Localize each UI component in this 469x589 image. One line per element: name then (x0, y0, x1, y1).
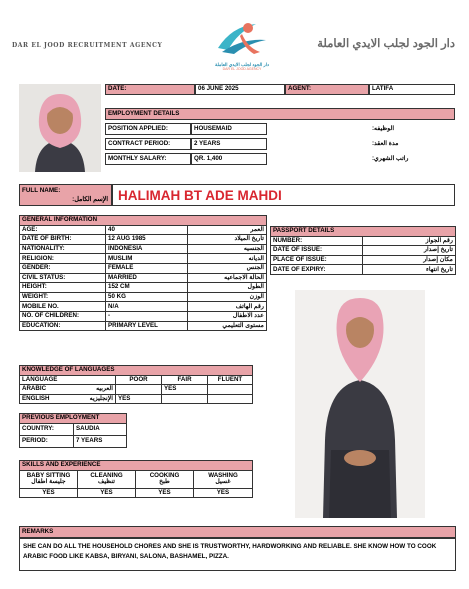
logo-mark-icon (212, 18, 272, 58)
table-row (20, 263, 267, 273)
full-name-label-box (19, 184, 112, 206)
full-name-value: HALIMAH BT ADE MAHDI (118, 188, 282, 203)
skill-name: BABY SITTING (26, 471, 71, 479)
full-name-label-ar: الإسم الكامل: (72, 196, 108, 203)
general-label-ar: الحالة الاجماعيه (188, 273, 267, 283)
agent-value: LATIFA (369, 84, 455, 95)
employment-row-ar: راتب الشهري: (372, 154, 409, 162)
skill-value: YES (78, 488, 136, 498)
table-row (20, 435, 127, 447)
table-row (20, 423, 127, 435)
general-information-title: GENERAL INFORMATION (20, 216, 267, 226)
skill-name-ar: طبخ (159, 478, 170, 486)
general-label: DATE OF BIRTH: (20, 235, 106, 245)
table-row (271, 265, 456, 275)
table-row (20, 244, 267, 254)
skill-name-ar: غسيل (215, 478, 231, 486)
languages-title: KNOWLEDGE OF LANGUAGES (20, 366, 253, 376)
table-row (20, 375, 253, 385)
table-row (20, 292, 267, 302)
language-cell (20, 394, 116, 404)
general-label: MOBILE NO. (20, 302, 106, 312)
full-name-label: FULL NAME: (22, 187, 61, 194)
general-label-ar: الوزن (188, 292, 267, 302)
previous-value: SAUDIA (74, 423, 127, 435)
passport-label: NUMBER: (271, 236, 363, 246)
general-label-ar: الجنسيه (188, 244, 267, 254)
language-column-header: LANGUAGE (20, 375, 116, 385)
general-information-table (19, 215, 267, 331)
table-row (20, 321, 267, 331)
general-label-ar: الجنس (188, 263, 267, 273)
general-label: RELIGION: (20, 254, 106, 264)
skill-value: YES (20, 488, 78, 498)
fluent-column-header: FLUENT (208, 375, 253, 385)
fluent-value (208, 385, 253, 395)
general-label-ar: تاريخ الميلاد (188, 235, 267, 245)
passport-label-ar: تاريخ إصدار (363, 246, 456, 256)
table-row (20, 273, 267, 283)
language-name: ARABIC (22, 385, 47, 393)
applicant-photo-full (295, 290, 425, 518)
general-value: N/A (106, 302, 188, 312)
skills-title: SKILLS AND EXPERIENCE (20, 461, 253, 471)
skill-header (194, 470, 253, 488)
languages-table (19, 365, 253, 404)
skill-name-ar: تنظيف (98, 478, 115, 486)
general-label: NO. OF CHILDREN: (20, 311, 106, 321)
passport-label-ar: تاريخ انتهاء (363, 265, 456, 275)
general-value: 152 CM (106, 283, 188, 293)
language-name-ar: الإنجليزيه (89, 394, 113, 402)
table-row (271, 246, 456, 256)
general-value: - (106, 311, 188, 321)
table-row (20, 283, 267, 293)
poor-value: YES (116, 394, 162, 404)
general-label: HEIGHT: (20, 283, 106, 293)
passport-details-table (270, 226, 456, 275)
agent-label: AGENT: (285, 84, 369, 95)
previous-label: COUNTRY: (20, 423, 74, 435)
previous-employment-title: PREVIOUS EMPLOYMENT (20, 414, 127, 424)
general-label-ar: رقم الهاتف (188, 302, 267, 312)
passport-label: DATE OF EXPIRY: (271, 265, 363, 275)
table-row (20, 254, 267, 264)
language-name: ENGLISH (22, 394, 50, 402)
language-name-ar: العربيه (96, 385, 113, 393)
general-label: AGE: (20, 225, 106, 235)
agency-logo (212, 18, 272, 74)
skill-value: YES (194, 488, 253, 498)
language-cell (20, 385, 116, 395)
employment-row-ar: مدة العقد: (372, 139, 399, 147)
skill-name: WASHING (208, 471, 238, 479)
general-label: WEIGHT: (20, 292, 106, 302)
logo-caption-ar: دار الجود لجلب الايدي العاملة (215, 62, 269, 67)
table-row (20, 302, 267, 312)
table-row (20, 225, 267, 235)
passport-label-ar: رقم الجواز (363, 236, 456, 246)
general-value: 12 AUG 1985 (106, 235, 188, 245)
previous-employment-table (19, 413, 127, 448)
general-label-ar: عدد الاطفال (188, 311, 267, 321)
table-row (20, 488, 253, 498)
employment-row-value: HOUSEMAID (191, 123, 267, 135)
table-row (20, 385, 253, 395)
previous-label: PERIOD: (20, 435, 74, 447)
table-row (271, 255, 456, 265)
employment-row-ar: الوظيفه: (372, 124, 395, 132)
employment-row-value: QR. 1,400 (191, 153, 267, 165)
employment-row-value: 2 YEARS (191, 138, 267, 150)
general-label-ar: الطول (188, 283, 267, 293)
date-label: DATE: (105, 84, 195, 95)
remarks-box (19, 538, 456, 571)
previous-value: 7 YEARS (74, 435, 127, 447)
skill-value: YES (136, 488, 194, 498)
poor-value (116, 385, 162, 395)
general-label: EDUCATION: (20, 321, 106, 331)
remarks-text: SHE CAN DO ALL THE HOUSEHOLD CHORES AND SHE IS TRUSTWORTHY, HARDWORKING AND RELIABLE. SHE KNOW HOW TO COOK ARABIC FOOD LIKE KABSA, BIRYANI, SALONA, BASHAMEL, PIZZA. (23, 543, 437, 560)
agency-name-ar: دار الجود لجلب الايدي العاملة (317, 38, 455, 50)
full-name-value-box (112, 184, 455, 206)
table-row (20, 311, 267, 321)
employment-row-label: POSITION APPLIED: (105, 123, 191, 135)
fair-value: YES (162, 385, 208, 395)
skill-name: COOKING (149, 471, 180, 479)
general-label: CIVIL STATUS: (20, 273, 106, 283)
general-value: INDONESIA (106, 244, 188, 254)
skill-name: CLEANING (90, 471, 123, 479)
skill-name-ar: جليسة اطفال (31, 478, 66, 486)
poor-column-header: POOR (116, 375, 162, 385)
passport-label: PLACE OF ISSUE: (271, 255, 363, 265)
general-value: 50 KG (106, 292, 188, 302)
skill-header (78, 470, 136, 488)
general-value: MARRIED (106, 273, 188, 283)
general-label-ar: الديانه (188, 254, 267, 264)
table-row (20, 235, 267, 245)
table-row (20, 394, 253, 404)
applicant-photo-small (19, 84, 101, 172)
employment-row-label: CONTRACT PERIOD: (105, 138, 191, 150)
general-label: NATIONALITY: (20, 244, 106, 254)
fluent-value (208, 394, 253, 404)
remarks-title: REMARKS (19, 526, 456, 538)
general-label-ar: العمر (188, 225, 267, 235)
logo-caption-en: DAR EL JOOD AGENCY (222, 66, 262, 71)
passport-details-title: PASSPORT DETAILS (271, 227, 456, 237)
fair-value (162, 394, 208, 404)
passport-label: DATE OF ISSUE: (271, 246, 363, 256)
fair-column-header: FAIR (162, 375, 208, 385)
general-label: GENDER: (20, 263, 106, 273)
general-value: 40 (106, 225, 188, 235)
general-value: PRIMARY LEVEL (106, 321, 188, 331)
skill-header (136, 470, 194, 488)
employment-details-title: EMPLOYMENT DETAILS (105, 108, 455, 120)
table-row (271, 236, 456, 246)
passport-label-ar: مكان إصدار (363, 255, 456, 265)
date-value: 06 JUNE 2025 (195, 84, 285, 95)
general-label-ar: مستوى التعليمي (188, 321, 267, 331)
skills-table (19, 460, 253, 498)
table-row (20, 470, 253, 488)
general-value: MUSLIM (106, 254, 188, 264)
skill-header (20, 470, 78, 488)
employment-row-label: MONTHLY SALARY: (105, 153, 191, 165)
general-value: FEMALE (106, 263, 188, 273)
agency-name-en: DAR EL JOOD RECRUITMENT AGENCY (12, 42, 163, 49)
